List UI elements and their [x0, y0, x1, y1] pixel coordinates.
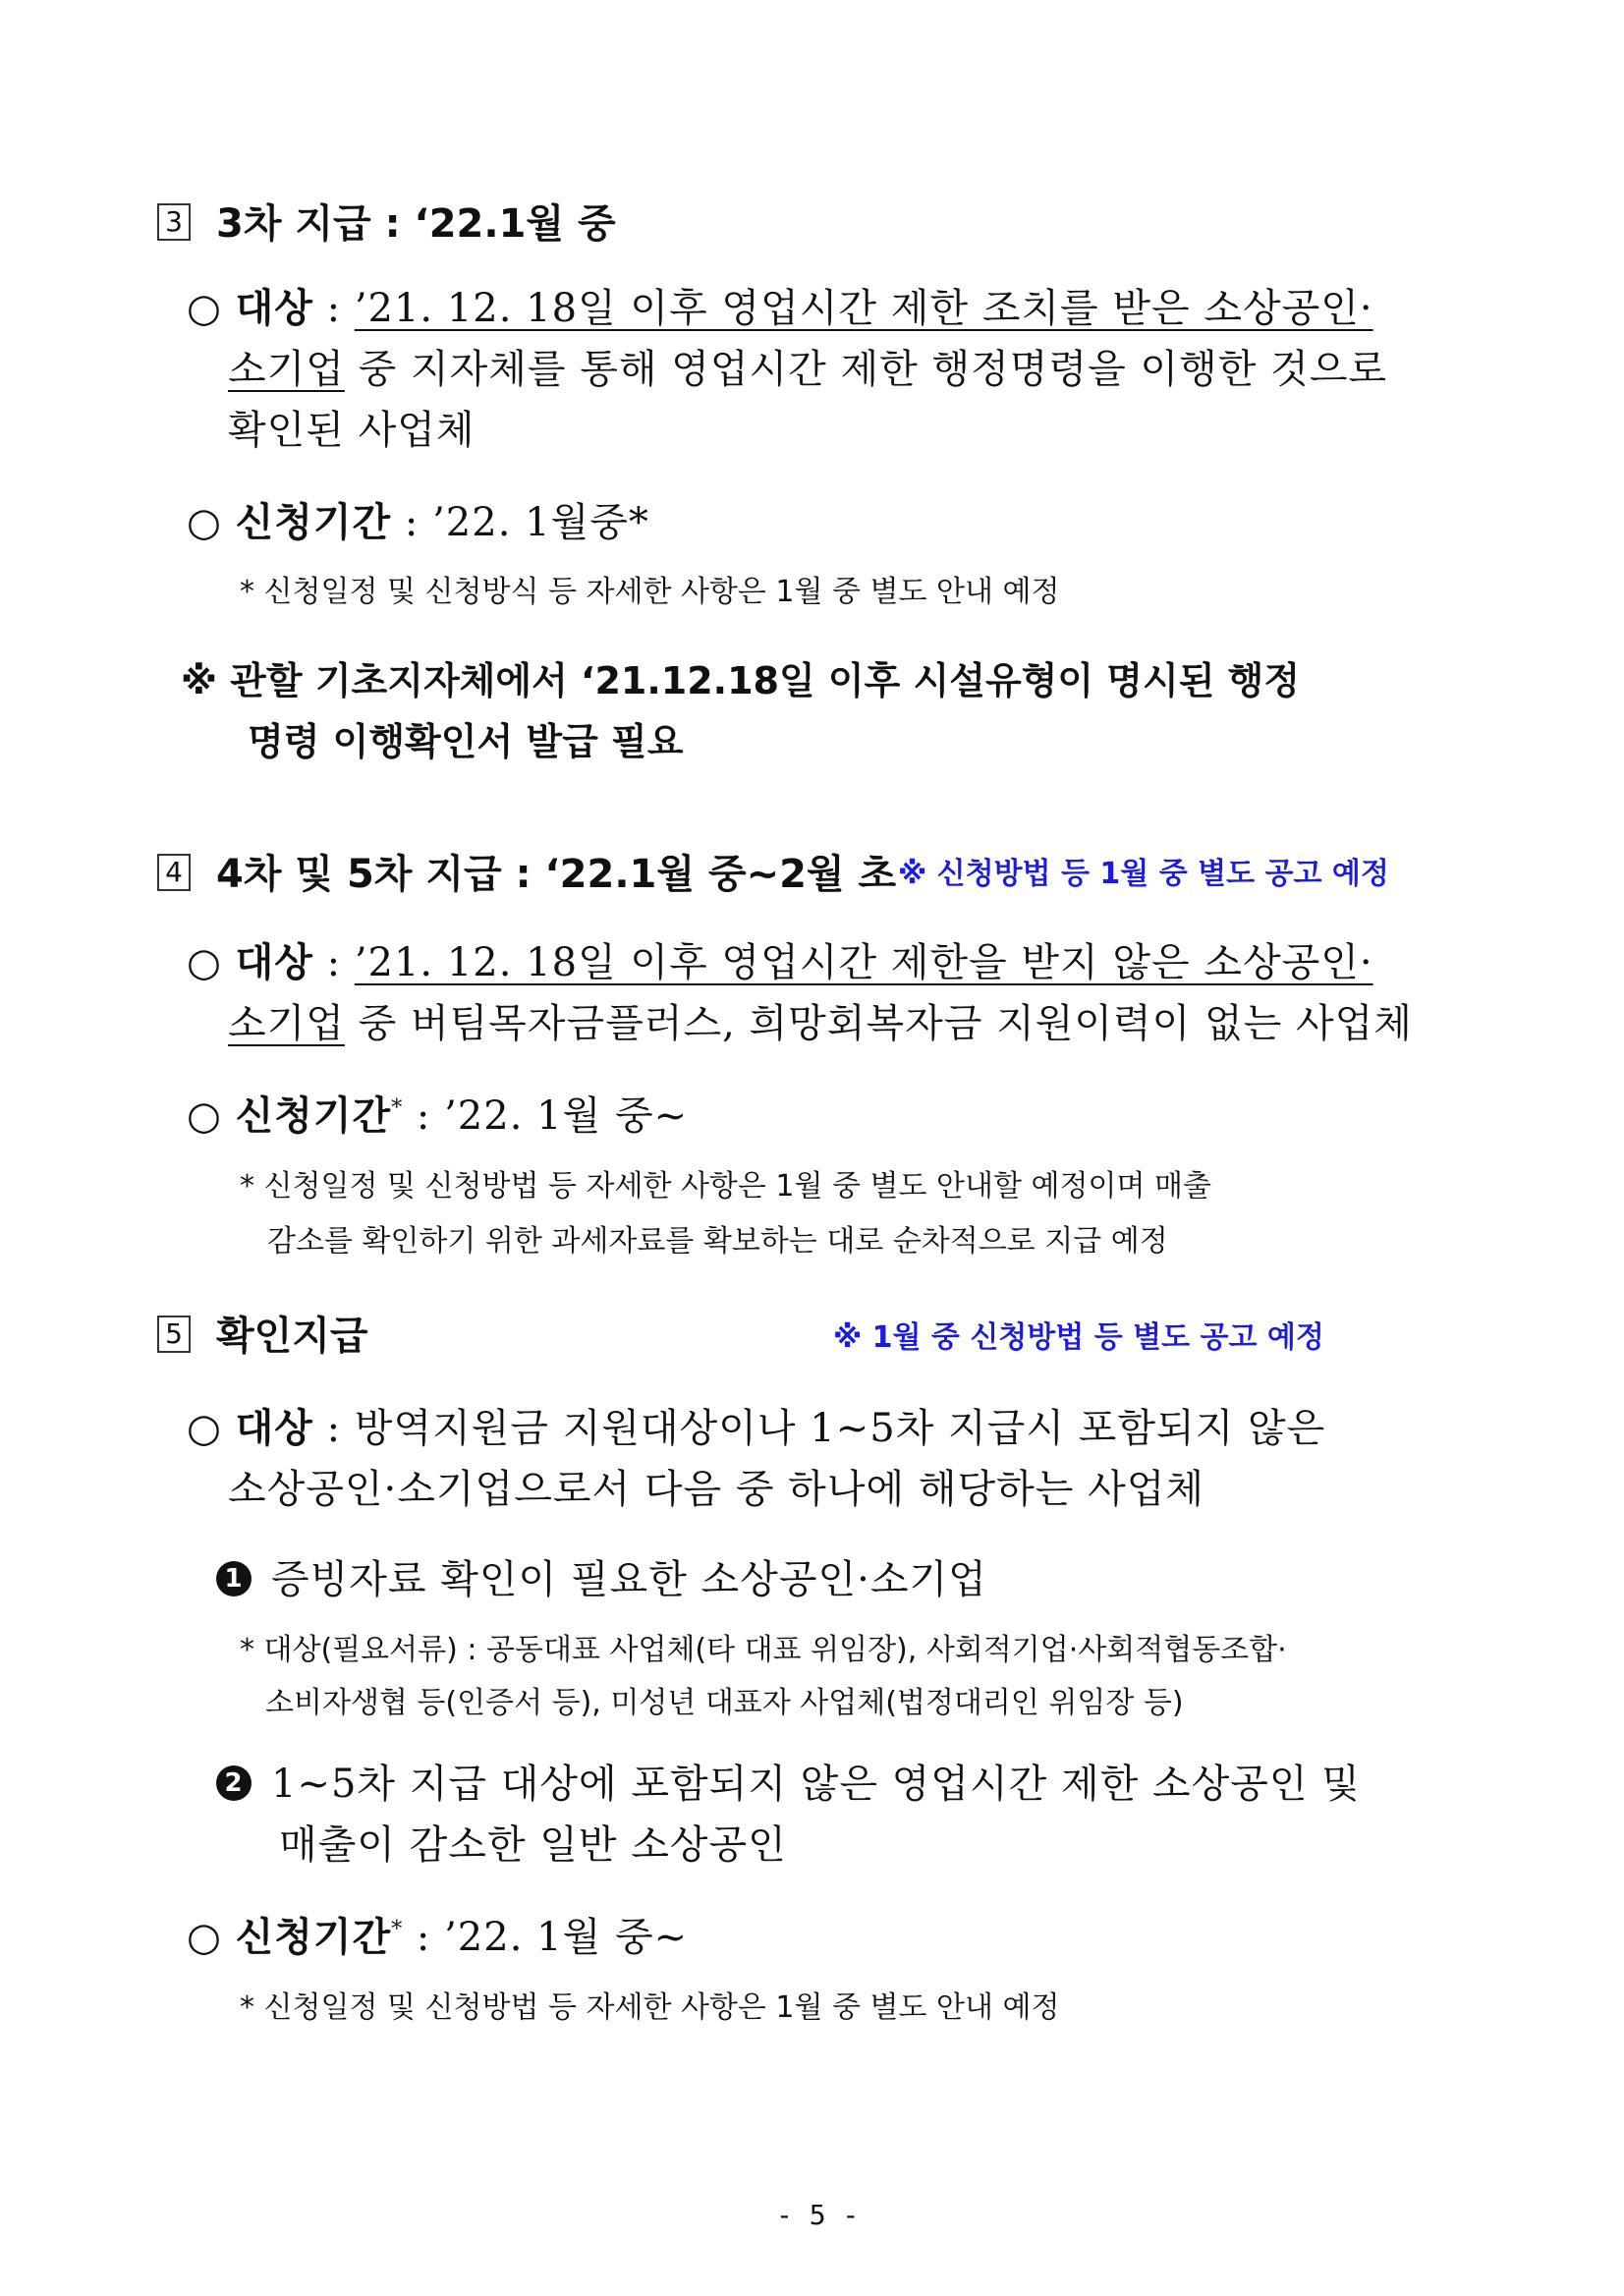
bullet-circle-icon: ○ — [187, 286, 236, 331]
s5-item1-note2: 소비자생협 등(인증서 등), 미성년 대표자 사업체(법정대리인 위임장 등) — [265, 1686, 1184, 1720]
period-label: 신청기간 — [235, 1915, 392, 1960]
target-label: 대상 — [235, 1406, 313, 1451]
bullet-circle-icon: ○ — [187, 940, 236, 985]
filled-number-1-icon: 1 — [216, 1561, 252, 1596]
section-number-box: 3 — [157, 203, 191, 241]
s5-item1 — [216, 1548, 987, 1604]
target-label: 대상 — [235, 286, 313, 331]
target-underlined-2: 소기업 — [228, 347, 345, 392]
period-value: : ’22. 1월 중~ — [403, 1915, 689, 1960]
section-title: 확인지급 — [216, 1314, 368, 1359]
target-underlined: ’21. 12. 18일 이후 영업시간 제한 조치를 받은 소상공인· — [354, 286, 1373, 331]
item1-text: 증빙자료 확인이 필요한 소상공인·소기업 — [271, 1557, 987, 1602]
item2-text: 1~5차 지급 대상에 포함되지 않은 영업시간 제한 소상공인 및 — [271, 1762, 1361, 1807]
section-4-heading — [157, 843, 896, 899]
s5-notice: ※ 1월 중 신청방법 등 별도 공고 예정 — [833, 1320, 1324, 1355]
s3-reference-line1: ※ 관할 기초지자체에서 ‘21.12.18일 이후 시설유형이 명시된 행정 — [181, 659, 1301, 702]
s4-target-line2 — [228, 992, 1413, 1048]
s5-item2-line2: 매출이 감소한 일반 소상공인 — [279, 1822, 787, 1868]
period-asterisk: * — [391, 1917, 404, 1942]
s5-item1-note1: * 대상(필요서류) : 공동대표 사업체(타 대표 위임장), 사회적기업·사회적협동조합· — [240, 1633, 1287, 1667]
target-underlined-2: 소기업 — [228, 1001, 345, 1046]
section-5-heading — [157, 1305, 368, 1361]
bullet-circle-icon: ○ — [187, 1915, 236, 1960]
target-text: 중 버팀목자금플러스, 희망회복자금 지원이력이 없는 사업체 — [344, 1001, 1413, 1046]
section-title: 4차 및 5차 지급 : ‘22.1월 중~2월 초 — [216, 852, 897, 897]
s4-period — [187, 1085, 688, 1141]
s3-target-line2 — [228, 338, 1387, 394]
period-asterisk: * — [391, 1095, 404, 1121]
period-label: 신청기간 — [235, 1093, 392, 1139]
section-number-box: 5 — [157, 1316, 191, 1353]
target-text: 중 지자체를 통해 영업시간 제한 행정명령을 이행한 것으로 — [344, 347, 1387, 392]
s4-notice: ※ 신청방법 등 1월 중 별도 공고 예정 — [898, 857, 1389, 891]
s5-target-line1 — [187, 1397, 1325, 1453]
s3-reference-line2: 명령 이행확인서 발급 필요 — [248, 720, 684, 763]
target-text: : 방역지원금 지원대상이나 1~5차 지급시 포함되지 않은 — [312, 1406, 1326, 1451]
s3-target-line3: 확인된 사업체 — [228, 408, 476, 453]
bullet-circle-icon: ○ — [187, 1406, 236, 1451]
bullet-circle-icon: ○ — [187, 500, 236, 545]
section-3-heading — [157, 193, 616, 249]
bullet-circle-icon: ○ — [187, 1093, 236, 1139]
s5-period-note: * 신청일정 및 신청방법 등 자세한 사항은 1월 중 별도 안내 예정 — [240, 1990, 1060, 2025]
s4-note-line2: 감소를 확인하기 위한 과세자료를 확보하는 대로 순차적으로 지급 예정 — [267, 1224, 1168, 1259]
section-number-box: 4 — [157, 854, 191, 891]
s3-period — [187, 491, 649, 547]
period-label: 신청기간 — [235, 500, 392, 545]
s3-target-line1: ○ 대상 : ’21. 12. 18일 이후 영업시간 제한 조치를 받은 소상공인· — [187, 286, 1373, 331]
s3-period-note: * 신청일정 및 신청방식 등 자세한 사항은 1월 중 별도 안내 예정 — [240, 575, 1060, 609]
s5-target-line2: 소상공인·소기업으로서 다음 중 하나에 해당하는 사업체 — [228, 1467, 1205, 1512]
target-underlined: ’21. 12. 18일 이후 영업시간 제한을 받지 않은 소상공인· — [354, 940, 1373, 985]
period-value: : ’22. 1월중* — [391, 500, 649, 545]
filled-number-2-icon: 2 — [216, 1765, 252, 1801]
s5-period — [187, 1906, 688, 1962]
s4-note-line1: * 신청일정 및 신청방법 등 자세한 사항은 1월 중 별도 안내할 예정이며 매출 — [240, 1169, 1211, 1204]
section-title: 3차 지급 : ‘22.1월 중 — [216, 201, 616, 247]
s4-target-line1: ○ 대상 : ’21. 12. 18일 이후 영업시간 제한을 받지 않은 소상공인· — [187, 940, 1373, 985]
period-value: : ’22. 1월 중~ — [403, 1093, 689, 1139]
target-label: 대상 — [235, 940, 313, 985]
s5-item2-line1 — [216, 1753, 1361, 1809]
page-number: - 5 - — [776, 2199, 860, 2231]
